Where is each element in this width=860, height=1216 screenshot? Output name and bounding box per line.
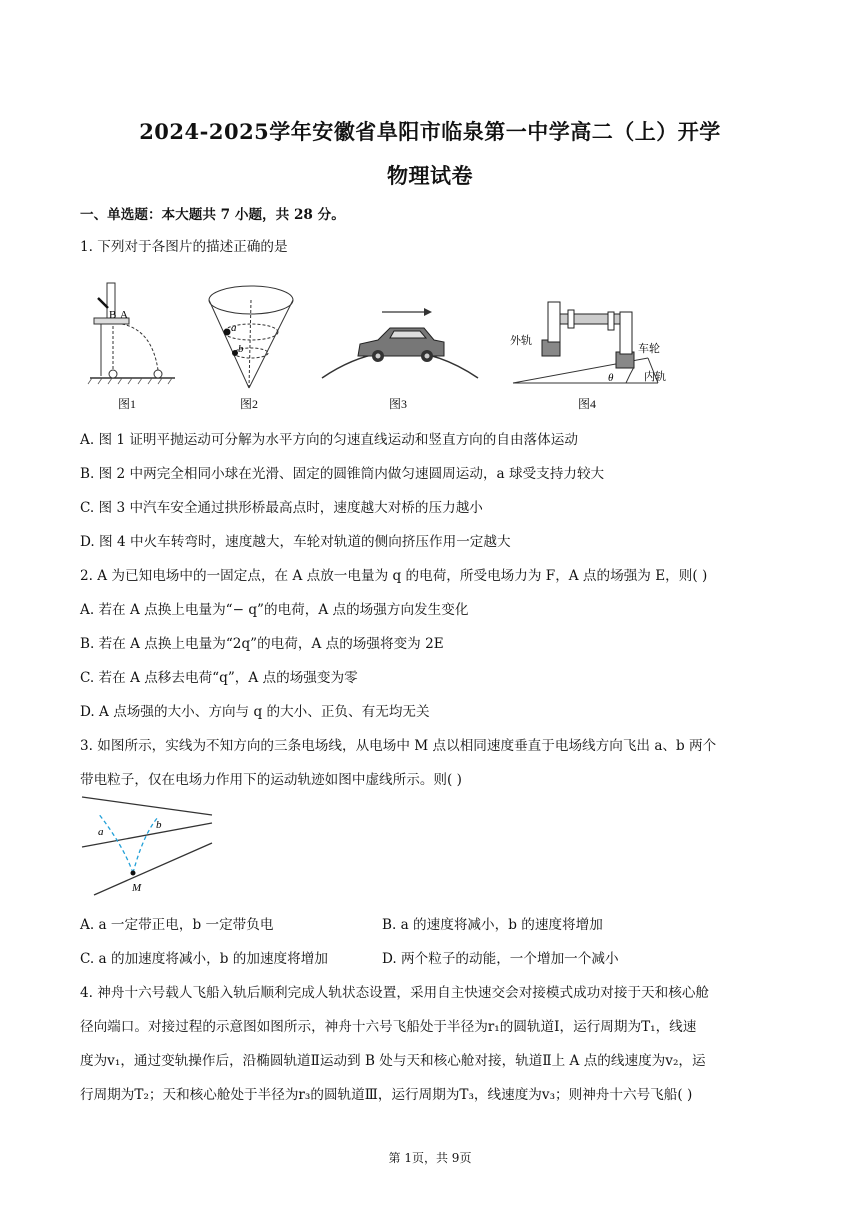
figure-4	[508, 290, 668, 385]
q3-label-a: a	[98, 826, 104, 838]
q4-line-2: 径向端口。对接过程的示意图如图所示，神舟十六号飞船处于半径为r₁的圆轨道Ⅰ，运行周期为T₁，线速	[80, 1019, 697, 1035]
fig2-label-a: a	[231, 322, 237, 334]
fig2-label-b: b	[238, 343, 244, 355]
q1-option-d: D. 图 4 中火车转弯时，速度越大，车轮对轨道的侧向挤压作用一定越大	[80, 534, 511, 550]
q2-stem: 2. A 为已知电场中的一固定点，在 A 点放一电量为 q 的电荷，所受电场力为 F，A 点的场强为 E，则( )	[80, 568, 708, 584]
title-line-1: 2024-2025学年安徽省阜阳市临泉第一中学高二（上）开学	[139, 119, 721, 144]
q3-stem-line-2: 带电粒子，仅在电场力作用下的运动轨迹如图中虚线所示。则( )	[80, 772, 462, 788]
fig2-caption: 图2	[240, 397, 259, 411]
q1-option-b: B. 图 2 中两完全相同小球在光滑、固定的圆锥筒内做匀速圆周运动，a 球受支持力较大	[80, 466, 605, 482]
q1-option-c: C. 图 3 中汽车安全通过拱形桥最高点时，速度越大对桥的压力越小	[80, 500, 483, 516]
q3-label-m: M	[132, 882, 142, 894]
fig1-label-a: A	[120, 309, 128, 321]
page-footer: 第 1页，共 9页	[388, 1151, 472, 1165]
q1-option-a: A. 图 1 证明平抛运动可分解为水平方向的匀速直线运动和竖直方向的自由落体运动	[80, 432, 578, 448]
figure-2	[206, 280, 296, 390]
fig4-label-inner: 内轨	[644, 371, 666, 383]
fig4-label-wheel: 车轮	[638, 343, 660, 355]
q3-option-c: C. a 的加速度将减小，b 的加速度将增加	[80, 951, 328, 967]
fig3-caption: 图3	[389, 397, 408, 411]
figure-q3	[80, 795, 220, 900]
title-line-2: 物理试卷	[387, 163, 473, 188]
figure-3	[320, 300, 480, 380]
q3-stem-line-1: 3. 如图所示，实线为不知方向的三条电场线，从电场中 M 点以相同速度垂直于电场线方向飞出 a、b 两个	[80, 738, 717, 754]
fig1-label-b: B	[109, 309, 117, 321]
q2-option-c: C. 若在 A 点移去电荷“q”，A 点的场强变为零	[80, 670, 358, 686]
section-heading: 一、单选题：本大题共 7 小题，共 28 分。	[80, 207, 345, 223]
q3-option-b: B. a 的速度将减小，b 的速度将增加	[382, 917, 603, 933]
fig4-caption: 图4	[578, 397, 597, 411]
q2-option-b: B. 若在 A 点换上电量为“2q”的电荷，A 点的场强将变为 2E	[80, 636, 444, 652]
q3-option-d: D. 两个粒子的动能，一个增加一个减小	[382, 951, 619, 967]
q2-option-d: D. A 点场强的大小、方向与 q 的大小、正负、有无均无关	[80, 704, 430, 720]
q1-stem: 1. 下列对于各图片的描述正确的是	[80, 239, 288, 255]
q3-option-a: A. a 一定带正电，b 一定带负电	[80, 917, 274, 933]
fig4-label-theta: θ	[608, 372, 614, 384]
fig1-caption: 图1	[118, 397, 137, 411]
q2-option-a: A. 若在 A 点换上电量为“− q”的电荷，A 点的场强方向发生变化	[80, 602, 469, 618]
q4-line-1: 4. 神舟十六号载人飞船入轨后顺利完成人轨状态设置，采用自主快速交会对接模式成功对接于天和核心舱	[80, 985, 710, 1001]
fig4-label-outer: 外轨	[510, 335, 532, 347]
q4-line-4: 行周期为T₂；天和核心舱处于半径为r₃的圆轨道Ⅲ，运行周期为T₃，线速度为v₃；则神舟十六号飞船( )	[80, 1087, 693, 1103]
q3-label-b: b	[156, 819, 162, 831]
figure-1	[80, 278, 180, 388]
q4-line-3: 度为v₁，通过变轨操作后，沿椭圆轨道Ⅱ运动到 B 处与天和核心舱对接，轨道Ⅱ上 A 点的线速度为v₂，运	[80, 1053, 706, 1069]
